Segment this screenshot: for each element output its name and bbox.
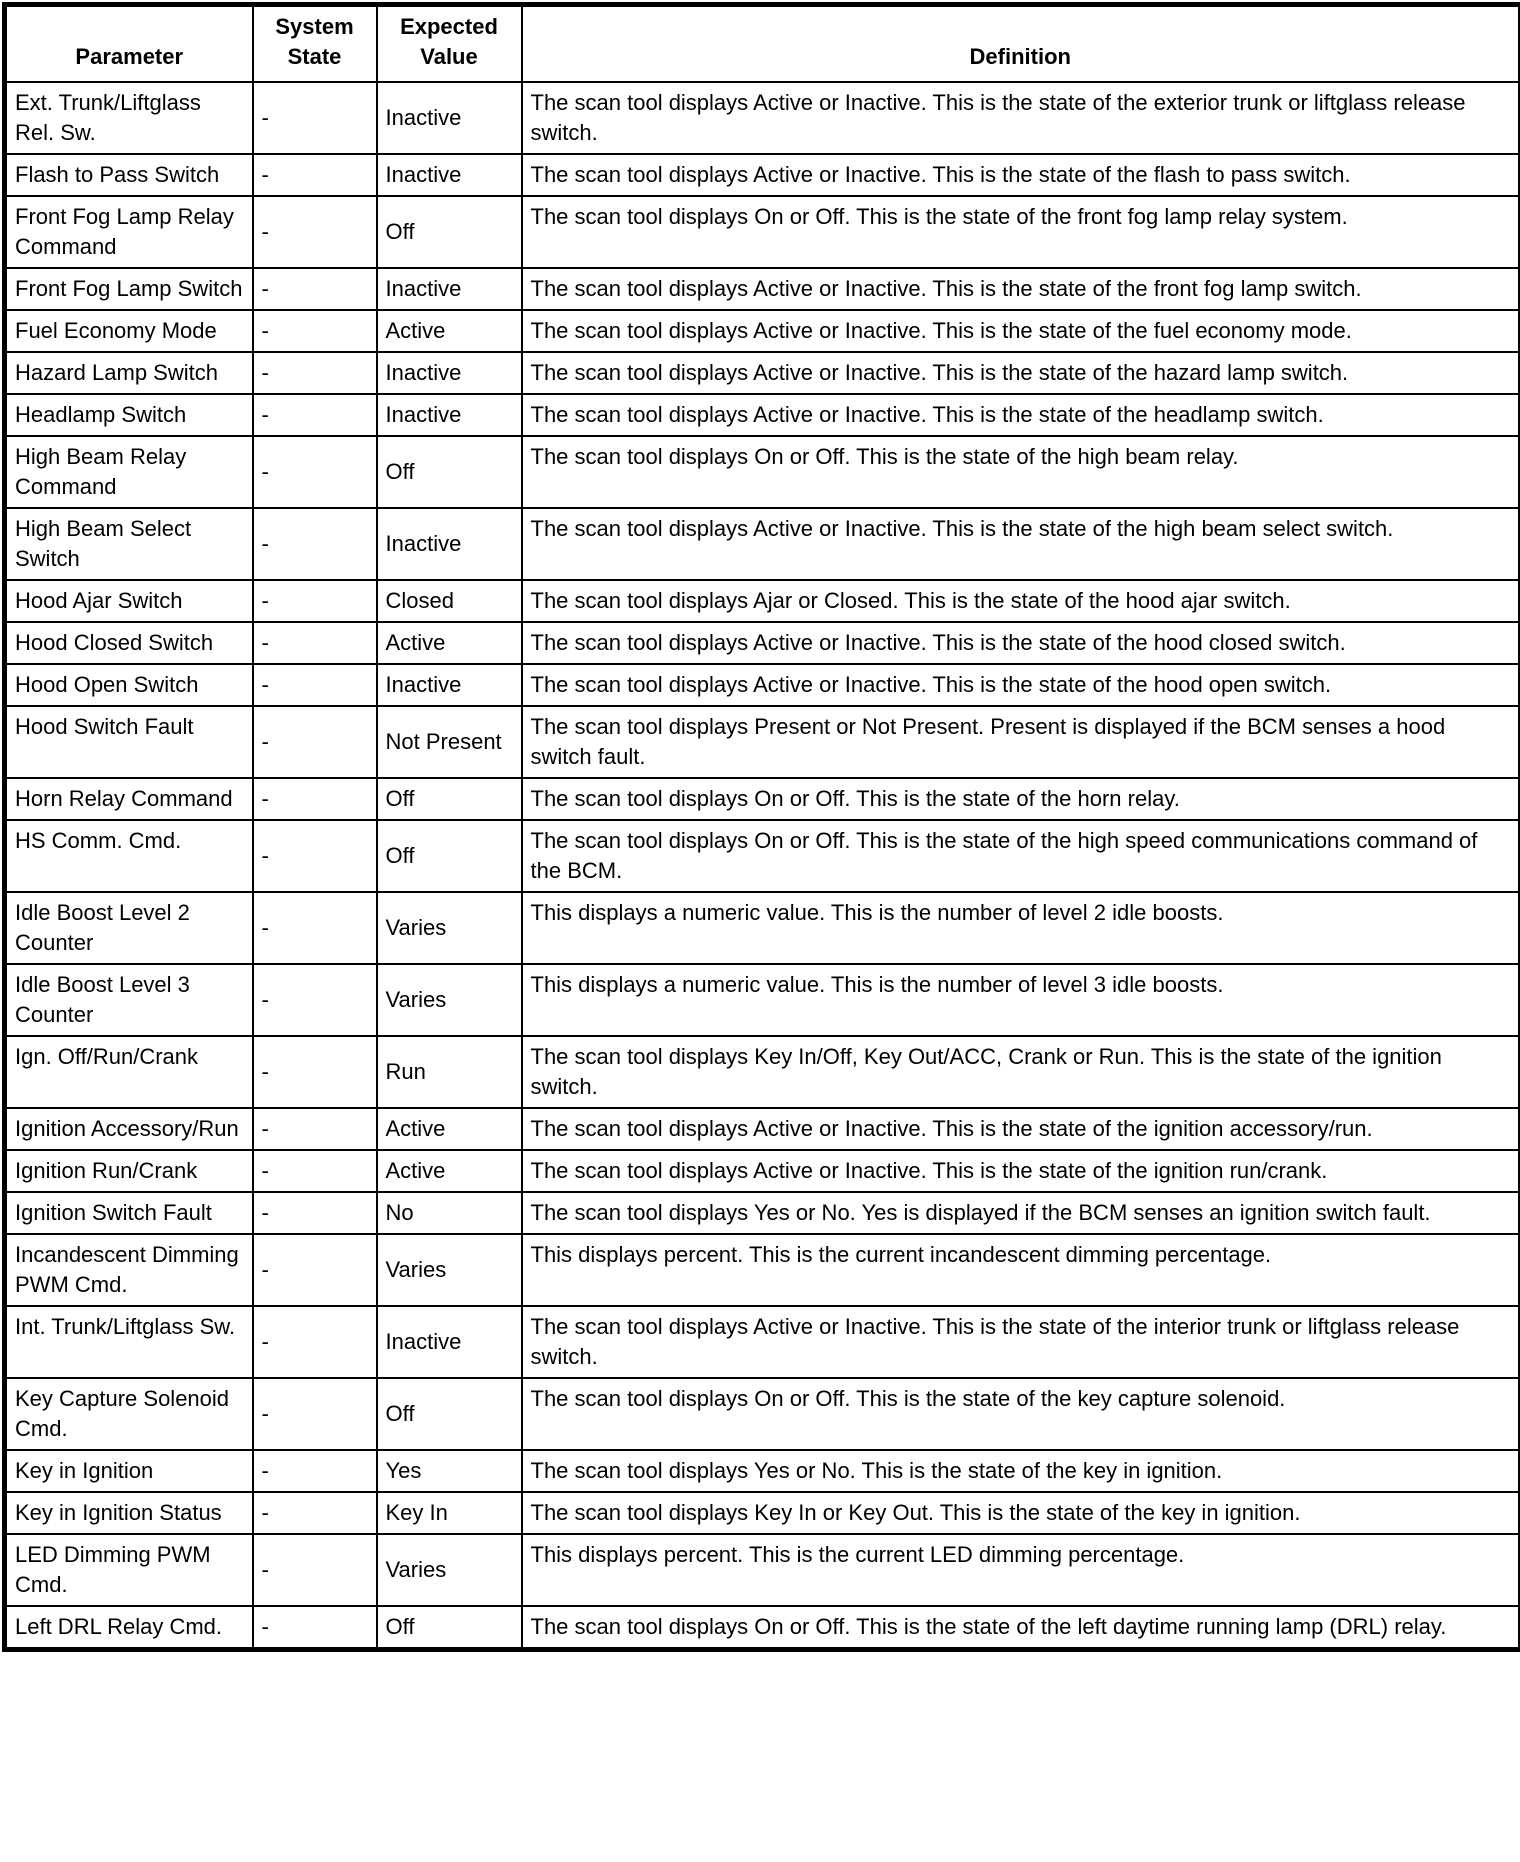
definition-cell: The scan tool displays Active or Inactive. This is the state of the flash to pass switch.	[522, 154, 1520, 196]
expected-value-cell: Inactive	[377, 1306, 522, 1378]
definition-cell: The scan tool displays On or Off. This is the state of the horn relay.	[522, 778, 1520, 820]
table-row	[5, 394, 1520, 436]
system-state-cell: -	[253, 82, 377, 154]
parameter-cell: High Beam Select Switch	[5, 508, 253, 580]
system-state-cell: -	[253, 508, 377, 580]
expected-value-cell: Active	[377, 1150, 522, 1192]
parameter-cell: Ignition Accessory/Run	[5, 1108, 253, 1150]
header-expected-value: Expected Value	[377, 5, 522, 83]
definition-cell: This displays percent. This is the current incandescent dimming percentage.	[522, 1234, 1520, 1306]
parameter-cell: Hood Switch Fault	[5, 706, 253, 778]
expected-value-cell: Active	[377, 310, 522, 352]
parameter-cell: Ignition Switch Fault	[5, 1192, 253, 1234]
system-state-cell: -	[253, 778, 377, 820]
system-state-cell: -	[253, 1036, 377, 1108]
expected-value-cell: Active	[377, 1108, 522, 1150]
definition-cell: The scan tool displays Active or Inactive. This is the state of the front fog lamp switch.	[522, 268, 1520, 310]
definition-cell: The scan tool displays Active or Inactive. This is the state of the ignition accessory/run.	[522, 1108, 1520, 1150]
system-state-cell: -	[253, 580, 377, 622]
expected-value-cell: Varies	[377, 1534, 522, 1606]
definition-cell: The scan tool displays On or Off. This is the state of the front fog lamp relay system.	[522, 196, 1520, 268]
parameter-cell: Ignition Run/Crank	[5, 1150, 253, 1192]
table-row	[5, 154, 1520, 196]
system-state-cell: -	[253, 1192, 377, 1234]
system-state-cell: -	[253, 1150, 377, 1192]
definition-cell: The scan tool displays Active or Inactive. This is the state of the exterior trunk or liftglass release switch.	[522, 82, 1520, 154]
expected-value-cell: Not Present	[377, 706, 522, 778]
parameter-cell: LED Dimming PWM Cmd.	[5, 1534, 253, 1606]
table-row	[5, 1378, 1520, 1450]
system-state-cell: -	[253, 892, 377, 964]
expected-value-cell: Varies	[377, 964, 522, 1036]
definition-cell: The scan tool displays Active or Inactive. This is the state of the headlamp switch.	[522, 394, 1520, 436]
expected-value-cell: No	[377, 1192, 522, 1234]
parameter-cell: Front Fog Lamp Switch	[5, 268, 253, 310]
table-row	[5, 622, 1520, 664]
definition-cell: The scan tool displays Present or Not Present. Present is displayed if the BCM senses a hood switch fault.	[522, 706, 1520, 778]
definition-cell: The scan tool displays Ajar or Closed. This is the state of the hood ajar switch.	[522, 580, 1520, 622]
table-row	[5, 310, 1520, 352]
parameter-cell: Hood Open Switch	[5, 664, 253, 706]
table-row	[5, 580, 1520, 622]
table-row	[5, 1534, 1520, 1606]
table-row	[5, 1036, 1520, 1108]
definition-cell: The scan tool displays Key In/Off, Key Out/ACC, Crank or Run. This is the state of the ignition switch.	[522, 1036, 1520, 1108]
table-row	[5, 1492, 1520, 1534]
parameter-cell: Fuel Economy Mode	[5, 310, 253, 352]
parameter-cell: Key Capture Solenoid Cmd.	[5, 1378, 253, 1450]
system-state-cell: -	[253, 706, 377, 778]
scan-tool-data-table	[2, 2, 1520, 1652]
expected-value-cell: Closed	[377, 580, 522, 622]
system-state-cell: -	[253, 394, 377, 436]
expected-value-cell: Varies	[377, 892, 522, 964]
system-state-cell: -	[253, 820, 377, 892]
parameter-cell: HS Comm. Cmd.	[5, 820, 253, 892]
parameter-cell: Hood Ajar Switch	[5, 580, 253, 622]
table-header	[5, 5, 1520, 83]
system-state-cell: -	[253, 1378, 377, 1450]
table-row	[5, 1150, 1520, 1192]
parameter-cell: Hazard Lamp Switch	[5, 352, 253, 394]
definition-cell: The scan tool displays Active or Inactive. This is the state of the hood open switch.	[522, 664, 1520, 706]
definition-cell: The scan tool displays On or Off. This is the state of the high beam relay.	[522, 436, 1520, 508]
table-row	[5, 82, 1520, 154]
parameter-cell: Horn Relay Command	[5, 778, 253, 820]
table-row	[5, 1234, 1520, 1306]
system-state-cell: -	[253, 1534, 377, 1606]
system-state-cell: -	[253, 1306, 377, 1378]
system-state-cell: -	[253, 1234, 377, 1306]
header-definition: Definition	[522, 5, 1520, 83]
table-row	[5, 820, 1520, 892]
expected-value-cell: Inactive	[377, 508, 522, 580]
system-state-cell: -	[253, 664, 377, 706]
table-row	[5, 1450, 1520, 1492]
definition-cell: The scan tool displays Active or Inactive. This is the state of the high beam select switch.	[522, 508, 1520, 580]
table-row	[5, 1192, 1520, 1234]
table-row	[5, 436, 1520, 508]
parameter-cell: Ext. Trunk/Liftglass Rel. Sw.	[5, 82, 253, 154]
definition-cell: The scan tool displays On or Off. This is the state of the left daytime running lamp (DRL) relay.	[522, 1606, 1520, 1650]
table-row	[5, 1306, 1520, 1378]
system-state-cell: -	[253, 310, 377, 352]
table-row	[5, 508, 1520, 580]
expected-value-cell: Off	[377, 820, 522, 892]
system-state-cell: -	[253, 196, 377, 268]
table-row	[5, 352, 1520, 394]
table-row	[5, 268, 1520, 310]
expected-value-cell: Off	[377, 1378, 522, 1450]
expected-value-cell: Off	[377, 196, 522, 268]
definition-cell: The scan tool displays Active or Inactive. This is the state of the hood closed switch.	[522, 622, 1520, 664]
definition-cell: The scan tool displays On or Off. This is the state of the key capture solenoid.	[522, 1378, 1520, 1450]
parameter-cell: Flash to Pass Switch	[5, 154, 253, 196]
parameter-cell: Key in Ignition	[5, 1450, 253, 1492]
system-state-cell: -	[253, 352, 377, 394]
system-state-cell: -	[253, 622, 377, 664]
parameter-cell: Idle Boost Level 3 Counter	[5, 964, 253, 1036]
parameter-cell: Front Fog Lamp Relay Command	[5, 196, 253, 268]
definition-cell: The scan tool displays Key In or Key Out. This is the state of the key in ignition.	[522, 1492, 1520, 1534]
expected-value-cell: Off	[377, 436, 522, 508]
table-row	[5, 706, 1520, 778]
definition-cell: The scan tool displays Yes or No. This is the state of the key in ignition.	[522, 1450, 1520, 1492]
parameter-cell: Left DRL Relay Cmd.	[5, 1606, 253, 1650]
definition-cell: The scan tool displays Active or Inactive. This is the state of the hazard lamp switch.	[522, 352, 1520, 394]
system-state-cell: -	[253, 154, 377, 196]
table-row	[5, 1108, 1520, 1150]
expected-value-cell: Inactive	[377, 82, 522, 154]
expected-value-cell: Varies	[377, 1234, 522, 1306]
system-state-cell: -	[253, 436, 377, 508]
parameter-cell: Int. Trunk/Liftglass Sw.	[5, 1306, 253, 1378]
header-parameter: Parameter	[5, 5, 253, 83]
header-row	[5, 5, 1520, 83]
system-state-cell: -	[253, 964, 377, 1036]
parameter-cell: High Beam Relay Command	[5, 436, 253, 508]
parameter-cell: Incandescent Dimming PWM Cmd.	[5, 1234, 253, 1306]
expected-value-cell: Yes	[377, 1450, 522, 1492]
definition-cell: The scan tool displays Active or Inactive. This is the state of the ignition run/crank.	[522, 1150, 1520, 1192]
definition-cell: This displays a numeric value. This is the number of level 2 idle boosts.	[522, 892, 1520, 964]
definition-cell: This displays percent. This is the current LED dimming percentage.	[522, 1534, 1520, 1606]
expected-value-cell: Off	[377, 1606, 522, 1650]
system-state-cell: -	[253, 1108, 377, 1150]
definition-cell: The scan tool displays Active or Inactive. This is the state of the fuel economy mode.	[522, 310, 1520, 352]
expected-value-cell: Active	[377, 622, 522, 664]
system-state-cell: -	[253, 1492, 377, 1534]
expected-value-cell: Inactive	[377, 352, 522, 394]
table-row	[5, 778, 1520, 820]
table-row	[5, 964, 1520, 1036]
table-row	[5, 892, 1520, 964]
expected-value-cell: Inactive	[377, 268, 522, 310]
definition-cell: The scan tool displays Active or Inactive. This is the state of the interior trunk or liftglass release switch.	[522, 1306, 1520, 1378]
definition-cell: The scan tool displays On or Off. This is the state of the high speed communications command of the BCM.	[522, 820, 1520, 892]
parameter-cell: Idle Boost Level 2 Counter	[5, 892, 253, 964]
expected-value-cell: Inactive	[377, 394, 522, 436]
expected-value-cell: Inactive	[377, 664, 522, 706]
parameter-cell: Hood Closed Switch	[5, 622, 253, 664]
header-system-state: System State	[253, 5, 377, 83]
expected-value-cell: Inactive	[377, 154, 522, 196]
definition-cell: This displays a numeric value. This is the number of level 3 idle boosts.	[522, 964, 1520, 1036]
parameter-cell: Key in Ignition Status	[5, 1492, 253, 1534]
system-state-cell: -	[253, 1606, 377, 1650]
parameter-cell: Headlamp Switch	[5, 394, 253, 436]
table-body	[5, 82, 1520, 1650]
table-row	[5, 664, 1520, 706]
table-row	[5, 1606, 1520, 1650]
system-state-cell: -	[253, 268, 377, 310]
expected-value-cell: Off	[377, 778, 522, 820]
system-state-cell: -	[253, 1450, 377, 1492]
expected-value-cell: Key In	[377, 1492, 522, 1534]
table-row	[5, 196, 1520, 268]
definition-cell: The scan tool displays Yes or No. Yes is displayed if the BCM senses an ignition switch fault.	[522, 1192, 1520, 1234]
parameter-cell: Ign. Off/Run/Crank	[5, 1036, 253, 1108]
expected-value-cell: Run	[377, 1036, 522, 1108]
